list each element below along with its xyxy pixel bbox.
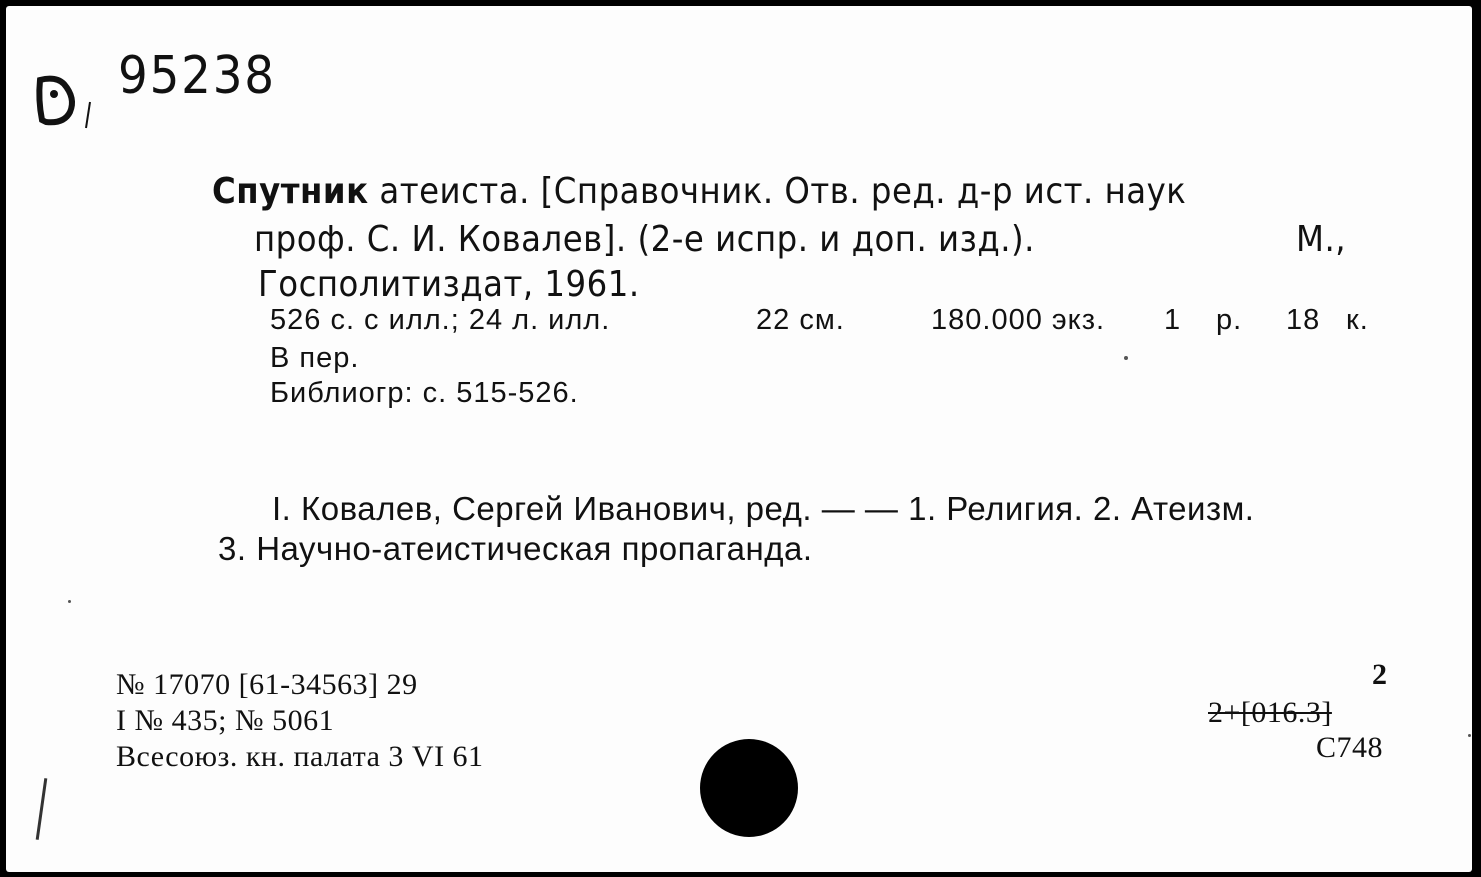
tracing-line-1: I. Ковалев, Сергей Иванович, ред. — — 1. Религия. 2. Атеизм. [272,490,1255,527]
price-kopecks-unit: к. [1346,304,1369,336]
tracing-line-2: 3. Научно-атеистическая пропаганда. [218,530,813,567]
speck [68,600,71,603]
author-sign: С748 [1316,731,1384,764]
title-line [212,171,1186,212]
speck [1468,734,1471,737]
punch-hole-mark [700,739,798,837]
collation-pages: 526 с. с илл.; 24 л. илл. [270,304,611,336]
price-kopecks: 18 [1286,304,1321,336]
speck [1124,356,1128,360]
footer-chamber-date: Всесоюз. кн. палата 3 VI 61 [116,740,484,773]
bibliography-note: Библиогр: с. 515-526. [270,377,579,409]
catalog-card [6,6,1472,872]
footer-registration-number: № 17070 [61-34563] 29 [116,668,418,701]
price-rubles: 1 [1164,304,1182,336]
footer-chamber-number: I № 435; № 5061 [116,704,335,737]
stamp-mark [34,72,104,132]
copies-mark: 2 [1372,658,1388,691]
title-main-word: Спутник [212,171,369,212]
pen-mark [36,778,48,840]
title-rest: атеиста. [Справочник. Отв. ред. д-р ист. наук [379,171,1187,212]
binding-note: В пер. [270,342,360,374]
price-rubles-unit: р. [1216,304,1243,336]
classification-struck: 2+[016.3] [1208,696,1332,729]
handwritten-accession-number: 95238 [118,46,276,106]
collation-copies: 180.000 экз. [931,304,1106,336]
publisher-line: Госполитиздат, 1961. [258,264,640,305]
edition-line: проф. С. И. Ковалев]. (2-е испр. и доп. изд.). [254,219,1035,260]
publication-place: М., [1296,219,1347,260]
collation-size: 22 см. [756,304,845,336]
